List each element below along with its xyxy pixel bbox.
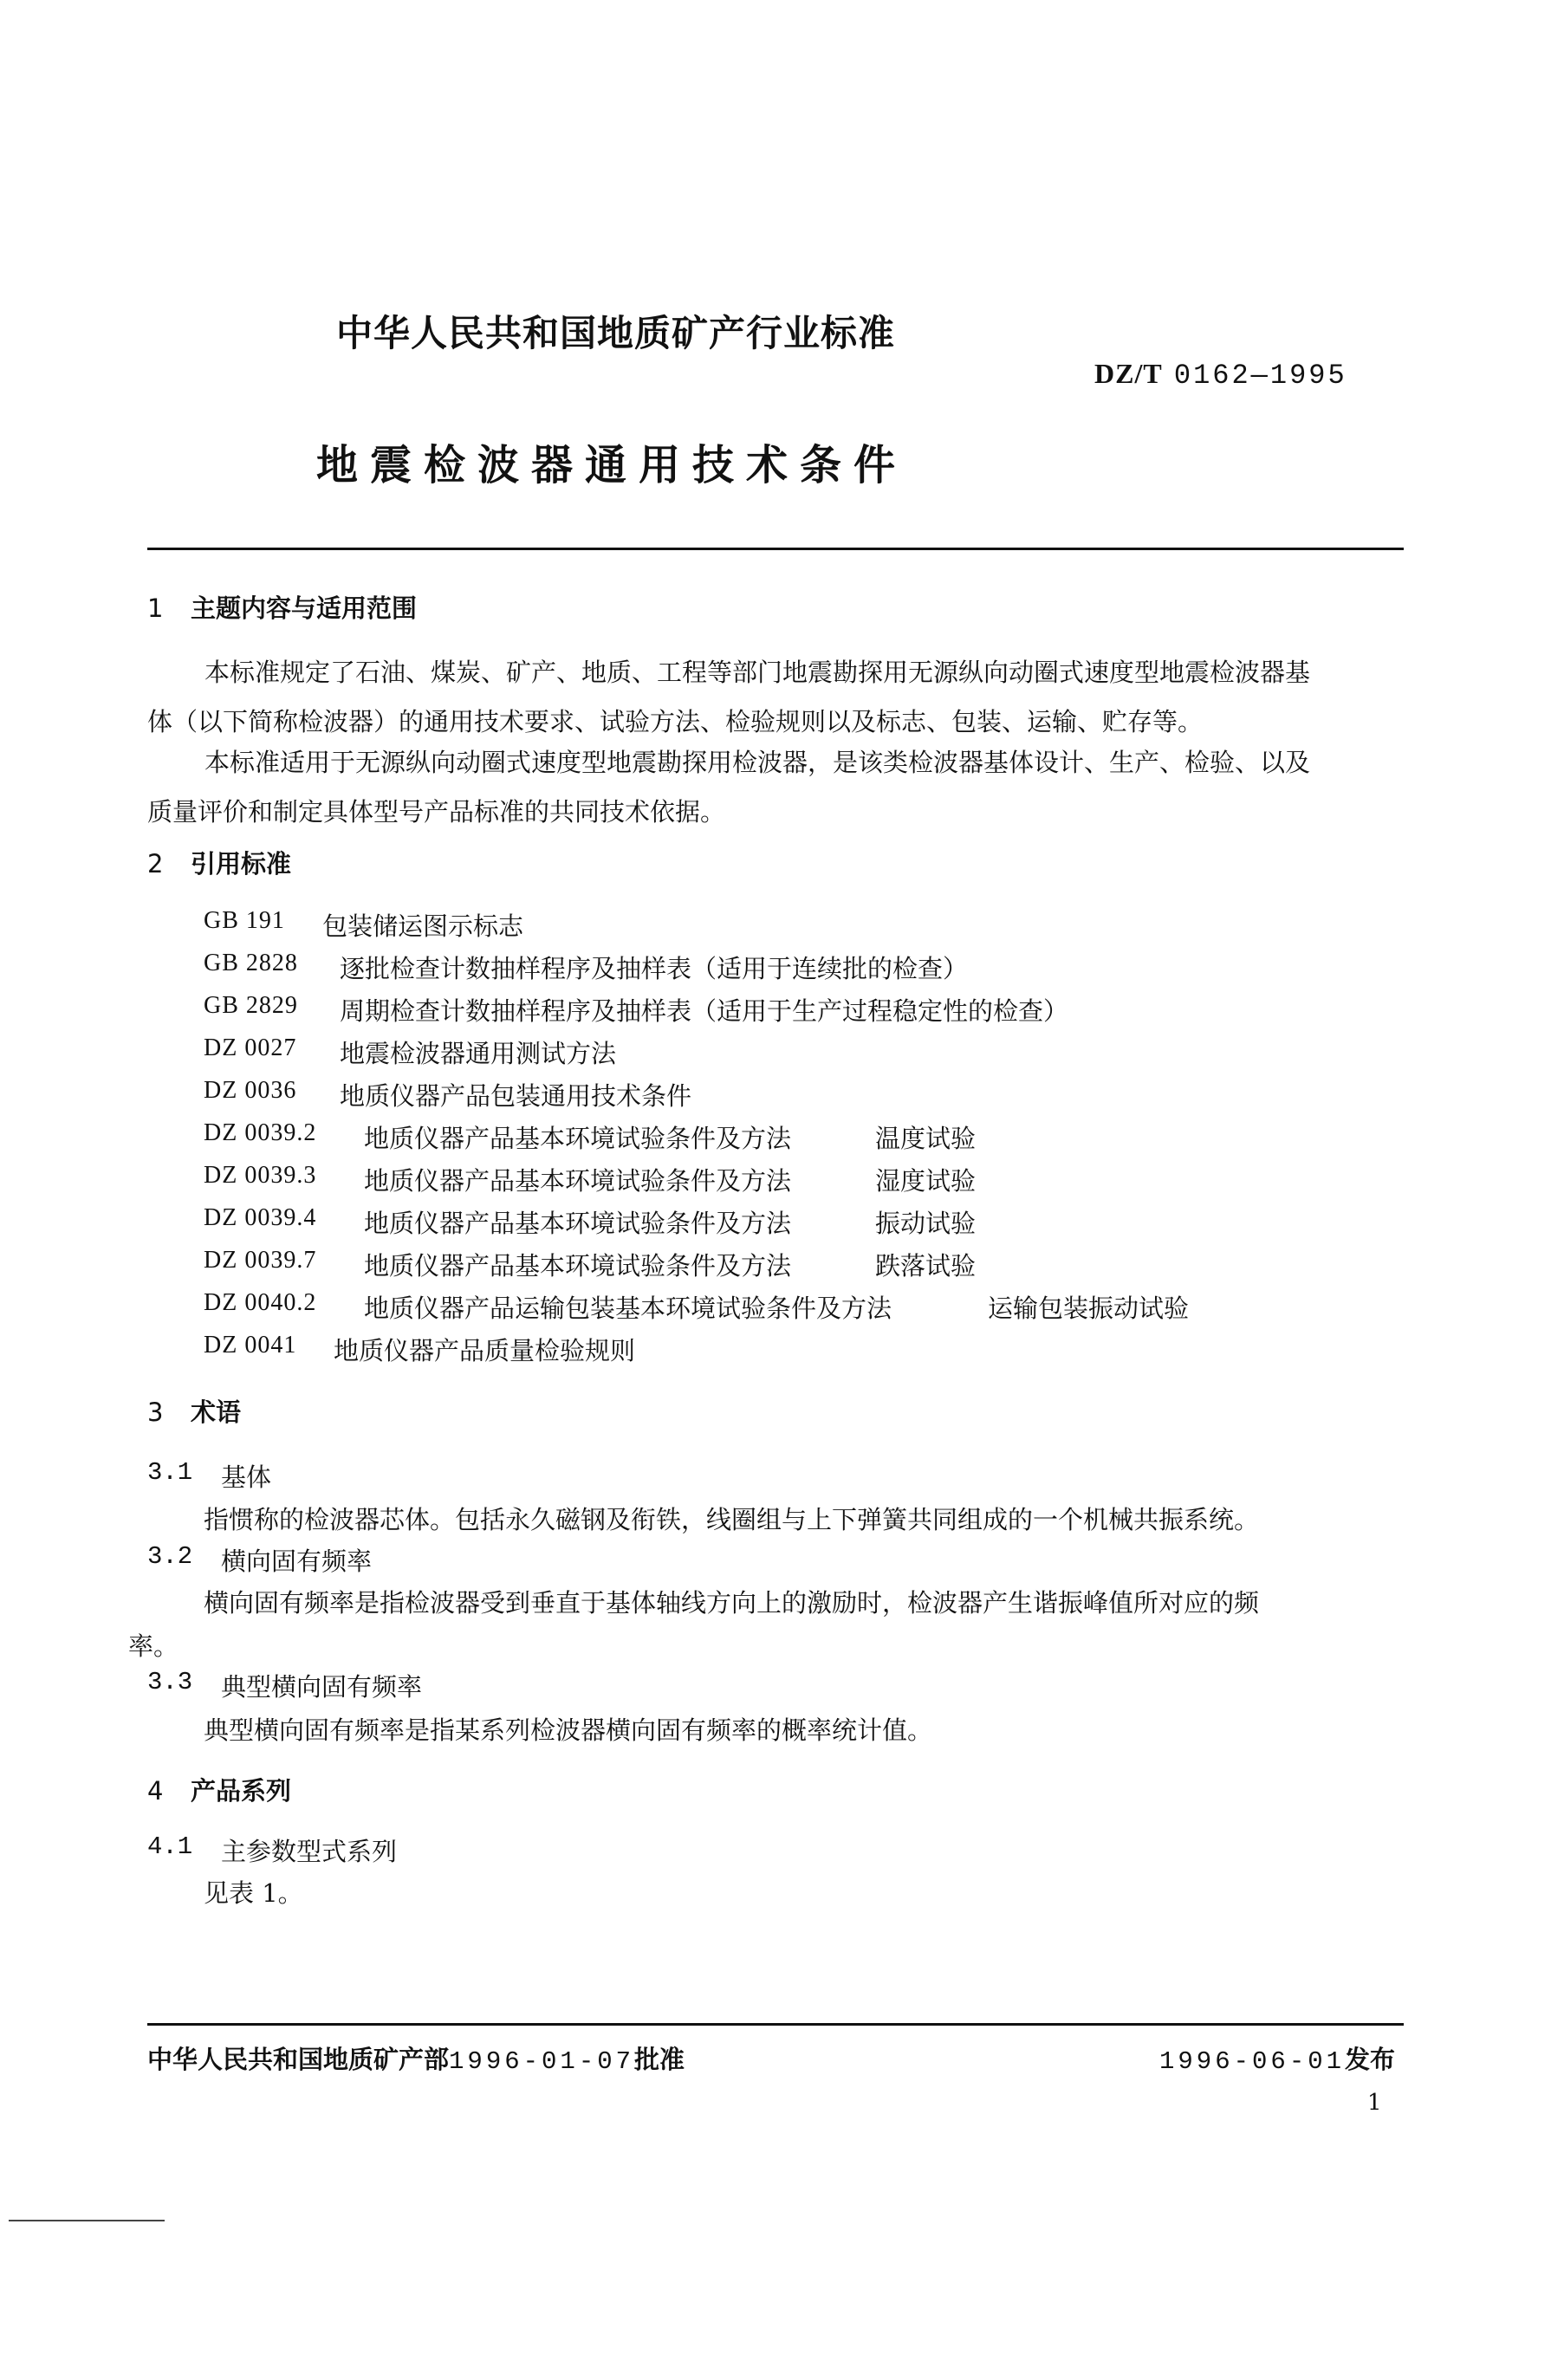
section-2-heading — [147, 845, 291, 880]
section-number: 4 — [147, 1776, 164, 1806]
subsection-title: 横向固有频率 — [221, 1547, 373, 1576]
standard-code — [1094, 357, 1347, 392]
approver: 中华人民共和国地质矿产部 — [147, 2045, 450, 2074]
section-3-heading — [147, 1393, 241, 1429]
reference-title: 地质仪器产品基本环境试验条件及方法 — [364, 1251, 792, 1281]
reference-test-type: 振动试验 — [875, 1209, 977, 1238]
reference-code: GB 2829 — [204, 992, 298, 1019]
section-1-heading — [147, 589, 417, 625]
reference-code: DZ 0041 — [204, 1332, 297, 1359]
code-prefix: DZ/T — [1094, 358, 1163, 389]
reference-test-type: 温度试验 — [875, 1124, 977, 1153]
section-number: 2 — [147, 849, 164, 879]
reference-code: DZ 0039.4 — [204, 1204, 317, 1231]
reference-title: 地质仪器产品包装通用技术条件 — [340, 1081, 692, 1111]
reference-code: DZ 0040.2 — [204, 1289, 317, 1316]
section-title: 术语 — [191, 1398, 242, 1427]
reference-code: DZ 0039.7 — [204, 1247, 317, 1274]
paragraph-line: 质量评价和制定具体型号产品标准的共同技术依据。 — [147, 797, 726, 827]
issue-date: 1996-06-01 — [1159, 2047, 1346, 2076]
reference-code: DZ 0039.2 — [204, 1119, 317, 1146]
section-title: 产品系列 — [191, 1776, 292, 1806]
standard-name: 中华人民共和国地质矿产行业标准 — [336, 312, 896, 354]
reference-code: GB 2828 — [204, 950, 298, 976]
issue-word: 发布 — [1345, 2045, 1396, 2074]
approve-date: 1996-01-07 — [449, 2047, 635, 2076]
section-title: 引用标准 — [191, 849, 292, 879]
section-number: 3 — [147, 1398, 164, 1427]
subsection-body: 横向固有频率是指检波器受到垂直于基体轴线方向上的激励时，检波器产生谐振峰值所对应的频 — [204, 1588, 1260, 1618]
subsection-title: 典型横向固有频率 — [221, 1672, 423, 1702]
paragraph-line: 体（以下简称检波器）的通用技术要求、试验方法、检验规则以及标志、包装、运输、贮存等。 — [147, 707, 1204, 736]
section-1-paragraph-1 — [128, 648, 1402, 747]
section-4-heading — [147, 1772, 291, 1807]
issue-line — [1159, 2040, 1395, 2076]
document-title: 地震检波器通用技术条件 — [316, 441, 908, 490]
subsection-body: 典型横向固有频率是指某系列检波器横向固有频率的概率统计值。 — [204, 1715, 933, 1745]
reference-title: 地质仪器产品质量检验规则 — [334, 1336, 636, 1365]
subsection-body: 见表 1。 — [204, 1878, 303, 1908]
scan-mark-line — [9, 2220, 165, 2221]
approval-line — [147, 2040, 685, 2076]
reference-code: DZ 0036 — [204, 1077, 297, 1104]
reference-code: GB 191 — [204, 907, 285, 934]
reference-title: 地质仪器产品基本环境试验条件及方法 — [364, 1166, 792, 1196]
subsection-body-continued: 率。 — [128, 1631, 179, 1661]
subsection-number: 3.1 — [147, 1458, 193, 1487]
section-number: 1 — [147, 593, 164, 623]
paragraph-line: 本标准适用于无源纵向动圈式速度型地震勘探用检波器，是该类检波器基体设计、生产、检验、以及 — [204, 748, 1311, 777]
paragraph-line: 本标准规定了石油、煤炭、矿产、地质、工程等部门地震勘探用无源纵向动圈式速度型地震检波器基 — [204, 658, 1311, 687]
reference-test-type: 湿度试验 — [875, 1166, 977, 1196]
section-1-paragraph-2 — [128, 738, 1402, 837]
reference-title: 地质仪器产品基本环境试验条件及方法 — [364, 1209, 792, 1238]
reference-test-type: 跌落试验 — [875, 1251, 977, 1281]
reference-title: 地震检波器通用测试方法 — [340, 1039, 617, 1068]
reference-title: 周期检查计数抽样程序及抽样表（适用于生产过程稳定性的检查） — [340, 996, 1069, 1026]
reference-title: 逐批检查计数抽样程序及抽样表（适用于连续批的检查） — [340, 954, 969, 983]
page-number: 1 — [1367, 2090, 1382, 2116]
reference-code: DZ 0039.3 — [204, 1162, 317, 1189]
reference-test-type: 运输包装振动试验 — [988, 1294, 1190, 1323]
subsection-number: 3.2 — [147, 1542, 193, 1571]
subsection-title: 基体 — [221, 1462, 272, 1492]
section-title: 主题内容与适用范围 — [191, 593, 418, 623]
approve-word: 批准 — [634, 2045, 685, 2074]
reference-title: 包装储运图示标志 — [322, 911, 524, 941]
subsection-title: 主参数型式系列 — [221, 1837, 398, 1866]
subsection-number: 3.3 — [147, 1668, 193, 1696]
reference-title: 地质仪器产品基本环境试验条件及方法 — [364, 1124, 792, 1153]
reference-title: 地质仪器产品运输包装基本环境试验条件及方法 — [364, 1294, 892, 1323]
footer-rule — [147, 2023, 1404, 2026]
subsection-body: 指惯称的检波器芯体。包括永久磁钢及衔铁，线圈组与上下弹簧共同组成的一个机械共振系统。 — [204, 1505, 1260, 1534]
reference-code: DZ 0027 — [204, 1034, 297, 1061]
header-rule — [147, 548, 1404, 550]
code-number: 0162—1995 — [1173, 360, 1347, 392]
subsection-number: 4.1 — [147, 1832, 193, 1861]
